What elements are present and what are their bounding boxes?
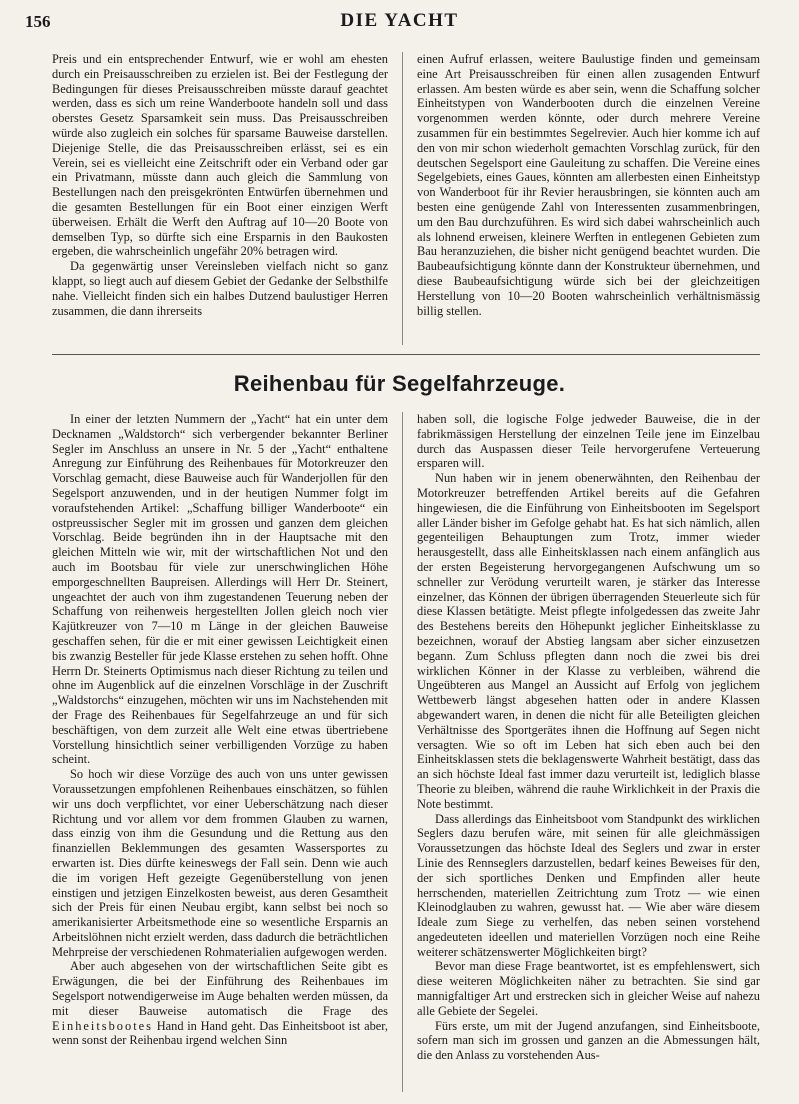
- paragraph: Preis und ein entsprechender Entwurf, wie er wohl am ehesten durch ein Preisausschreiben zu erzielen ist. Bei der Festlegung der Bedingungen für dieses Preisausschreiben müsste darauf geachtet werden, dass es sich um reine Wanderboote handeln soll und dass oberstes Gesetz Sparsamkeit sein muss. Das Preisausschreiben würde also zugleich ein solches für sparsame Bauweise darstellen. Diejenige Stelle, die das Preisausschreiben erlässt, sei es ein Verein, sei es vielleicht eine Zeitschrift oder ein Verband oder gar ein Privatmann, müsste dann auch gleich die Sammlung von Bestellungen nach den preisgekrönten Entwürfen übernehmen und die gesamten Bestellungen für ein Boot einer einzigen Werft überweisen. Erhält die Werft den Auftrag auf 10—20 Boote von demselben Typ, so dürfte sich eine Ersparnis in den Baukosten ergeben, die wahrscheinlich ungefähr 20% betragen wird.: [52, 52, 388, 259]
- running-title: DIE YACHT: [340, 10, 459, 31]
- paragraph-text: Aber auch abgesehen von der wirtschaftlichen Seite gibt es Erwägungen, die bei der Einführung des Reihenbaues im Segelsport notwendigerweise im Auge behalten werden müssen, da mit dieser Bauweise automatisch die Frage des: [52, 959, 388, 1018]
- page-number: 156: [25, 12, 51, 31]
- top-right-column: [417, 52, 760, 318]
- section-divider: [52, 354, 760, 355]
- paragraph: Dass allerdings das Einheitsboot vom Standpunkt des wirklichen Seglers dazu berufen wäre, mit seinen für alle gleichmässigen Voraussetzungen das höchste Ideal des Seglers und zwar in erster Linie des Rennseglers darzustellen, bedarf keines Beweises für den, der sich sportliches Denken und Empfinden aller heute herrschenden, materiellen Zeitrichtung zum Trotz — wie einen Kleinodglauben zu wahren, gewusst hat. — Wie aber wäre diesem Ideale zum Siege zu verhelfen, das neben seinen vorstehend angedeuteten ideellen und materiellen Vorzügen noch eine Reihe weiterer schätzenswerter Möglichkeiten birgt?: [417, 811, 760, 959]
- emphasized-term: Einheitsbootes: [52, 1018, 153, 1033]
- paragraph: Bevor man diese Frage beantwortet, ist es empfehlenswert, sich diese weiteren Möglichkeiten näher zu betrachten. Sie sind gar mannigfaltiger Art und erstrecken sich in gleicher Weise auf nahezu alle Gebiete der Segelei.: [417, 959, 760, 1018]
- column-rule: [402, 412, 403, 1092]
- paragraph: Da gegenwärtig unser Vereinsleben vielfach nicht so ganz klappt, so liegt auch auf diesem Gebiet der Gedanke der Selbsthilfe nahe. Vielleicht finden sich ein halbes Dutzend baulustiger Herren zusammen, die dann ihrerseits: [52, 259, 388, 318]
- paragraph: haben soll, die logische Folge jedweder Bauweise, die in der fabrikmässigen Herstellung der einzelnen Teile jene im Einzelbau durch das Auspassen dieser Teile hervorgerufene Verteuerung ersparen will.: [417, 412, 760, 471]
- column-rule: [402, 52, 403, 345]
- paragraph: [52, 959, 388, 1048]
- paragraph: einen Aufruf erlassen, weitere Baulustige finden und gemeinsam eine Art Preisausschreiben für einen allen zusagenden Entwurf erlassen. Am besten würde es aber sein, wenn die Schaffung solcher Einheitstypen von Wanderbooten durch die einzelnen Vereine vorgenommen werden könnte, oder durch mehrere Vereine zusammen für ein bestimmtes Segelrevier. Auch hier komme ich auf den von mir schon wiederholt gemachten Vorschlag zurück, für den deutschen Segelsport eine Gauleitung zu schaffen. Die Vereine eines Segelgebiets, eines Gaues, könnten am allerbesten einen Einheitstyp von Wanderboot für ihr Revier herausbringen, sie könnten auch am besten eine genügende Zahl von Interessenten zusammenbringen, um den Bau durchzuführen. Es wird sich dabei wahrscheinlich auch als lohnend erweisen, kleinere Werften in entlegenen Gebieten zum Bau heranzuziehen, die bisher nicht genügend beachtet wurden. Die Baubeaufsichtigung könnte dann der Konstrukteur übernehmen, und diese Baubeaufsichtigung würde sich bei der gleichzeitigen Herstellung von 10—20 Booten wahrscheinlich verhältnismässig billig stellen.: [417, 52, 760, 318]
- top-left-column: [52, 52, 388, 318]
- paragraph: So hoch wir diese Vorzüge des auch von uns unter gewissen Voraussetzungen empfohlenen Reihenbaues einschätzen, so fühlen wir uns doch verpflichtet, vor einer Ueberschätzung nach dieser Richtung und vor allem vor dem frommen Glauben zu warnen, dass einzig von ihm die Gesundung und die Rettung aus den finanziellen Beklemmungen des gesamten Wassersportes zu erwarten ist. Dies dürfte keineswegs der Fall sein. Denn wie auch die im vorigen Heft gezeigte Gegenüberstellung von jenen einstigen und jetzigen Einzelkosten beweist, aus deren Gesamtheit sich der Preis für einen Neubau ergibt, kann selbst bei noch so amerikanisierter Arbeitsmethode eine so wesentliche Ersparnis an Arbeitslöhnen nicht erzielt werden, dass dadurch die beträchtlichen Mehrpreise der verschiedenen Rohmaterialien aufgewogen werden.: [52, 767, 388, 959]
- paragraph: Nun haben wir in jenem obenerwähnten, den Reihenbau der Motorkreuzer betreffenden Artikel bereits auf die Gefahren hingewiesen, die die Einführung von Einheitsbooten im Segelsport aller Länder bisher im Gefolge gehabt hat. Es hat sich nämlich, allen gegenteiligen Behauptungen zum Trotz, immer wieder herausgestellt, dass alle Einheitsklassen nach einem anfänglich aus der ersten Begeisterung hervorgegangenen Aufschwung um so schneller zur Verödung verurteilt waren, je stärker das Interesse einzelner, das Können der übrigen überragenden Steuerleute sich für diese Klassen betätigte. Meist pflegte infolgedessen das zweite Jahr des Bestehens bereits den Höhepunkt jeglicher Einheitsklasse zu bezeichnen, worauf der Abstieg langsam aber sicher einzusetzen begann. Zum Schluss pflegten dann noch die zwei bis drei wirklichen Könner in der Klasse zu verbleiben, während die Ungeübteren aus Mangel an Aussicht auf Erfolg von jeglichem Wettbewerb längst abgesehen hatten oder in andere Klassen abgewandert waren, in denen die nicht für alle Beteiligten gleichen Verhältnisse des Sportgerätes ihnen die Hoffnung auf Segen nicht versagten. Wie so oft im Leben hat sich eben auch bei den Einheitsklassen stets die beklagenswerte Wahrheit bestätigt, dass das an sich höchste Ideal fast immer dazu verurteilt ist, lediglich blasse Theorie zu bleiben, während die rauhe Wirklichkeit in der Praxis die Note bestimmt.: [417, 471, 760, 811]
- article-right-column: [417, 412, 760, 1063]
- paragraph: In einer der letzten Nummern der „Yacht“ hat ein unter dem Decknamen „Waldstorch“ sich verbergender bekannter Berliner Segler im Anschluss an unsere in Nr. 5 der „Yacht“ enthaltene Anregung zur Einführung des Reihenbaues für Motorkreuzer den Vorschlag gemacht, diese Bauweise auch für Wanderjollen für den Segelsport anzuwenden, und in der heutigen Nummer folgt im voraufstehenden Artikel: „Schaffung billiger Wanderboote“ ein ostpreussischer Segler mit im grossen und ganzen dem gleichen Vorschlag. Beide begründen ihn in der Hauptsache mit den gleichen Mitteln wie wir, mit der wirtschaftlichen Not und den auch im Bootsbau für viele zur unerschwinglichen Höhe emporgeschnellten Baupreisen. Allerdings will Herr Dr. Steinert, ungeachtet der auch von ihm zugestandenen Teuerung neben der Schaffung von reihenweis hergestellten Jollen gleich noch vier Kajütkreuzer von 7—10 m Länge in der gleichen Bauweise geschaffen sehen, für die er mit einer gewissen Leichtigkeit einen bis zwanzig Besteller für jede Klasse erstehen zu sehen hofft. Ohne Herrn Dr. Steinerts Optimismus nach dieser Richtung zu teilen und ohne im Augenblick auf die einzelnen Vorschläge in der Zuschrift „Waldstorchs“ einzugehen, möchten wir uns im Nachstehenden mit der Frage des Reihenbaues für Segelfahrzeuge an und für sich beschäftigen, von dem zurzeit alle Welt eine etwas übertriebene Vorstellung hinsichtlich seiner verbilligenden Vorzüge zu haben scheint.: [52, 412, 388, 767]
- paragraph: Fürs erste, um mit der Jugend anzufangen, sind Einheitsboote, sofern man sich im grossen und ganzen an die Abmessungen hält, die den Anlass zu vorstehenden Aus-: [417, 1018, 760, 1063]
- article-title: Reihenbau für Segelfahrzeuge.: [233, 371, 566, 396]
- article-left-column: [52, 412, 388, 1048]
- paragraph-text: Hand in Hand geht. Das Einheitsboot ist aber, wenn sonst der Reihenbau irgend welchen Sinn: [52, 1018, 388, 1048]
